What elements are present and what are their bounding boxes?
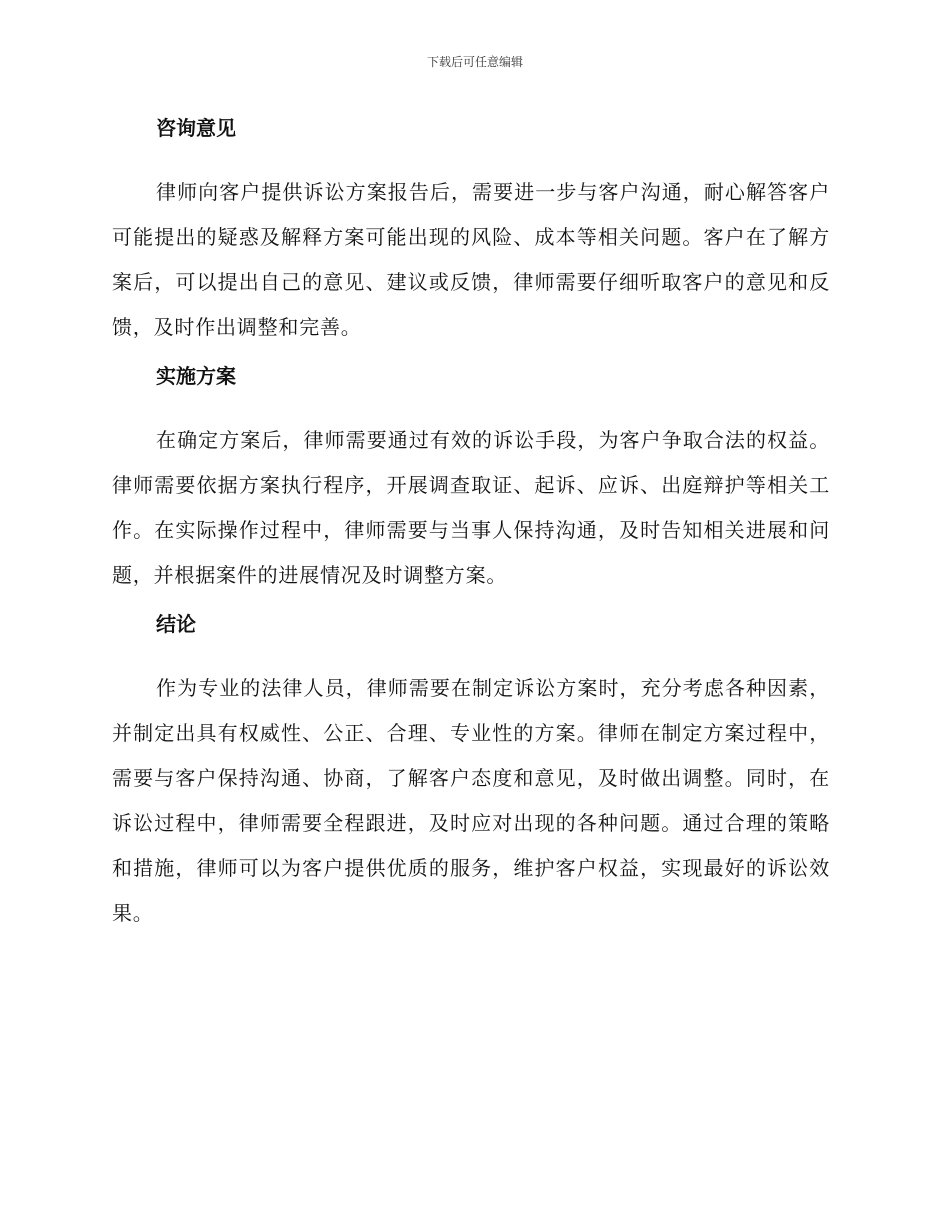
section-paragraph: 作为专业的法律人员，律师需要在制定诉讼方案时，充分考虑各种因素，并制定出具有权威性、公正、合理、专业性的方案。律师在制定方案过程中，需要与客户保持沟通、协商，了解客户态度和意见，及时做出调整。同时，在诉讼过程中，律师需要全程跟进，及时应对出现的各种问题。通过合理的策略和措施，律师可以为客户提供优质的服务，维护客户权益，实现最好的诉讼效果。 (112, 676, 830, 925)
page-header: 下载后可任意编辑 (426, 55, 523, 69)
section-consultation (112, 112, 830, 350)
section-conclusion (112, 608, 830, 936)
section-heading: 实施方案 (156, 364, 236, 388)
document-body (112, 112, 830, 936)
section-paragraph: 在确定方案后，律师需要通过有效的诉讼手段，为客户争取合法的权益。律师需要依据方案执行程序，开展调查取证、起诉、应诉、出庭辩护等相关工作。在实际操作过程中，律师需要与当事人保持沟通，及时告知相关进展和问题，并根据案件的进展情况及时调整方案。 (112, 428, 830, 587)
section-implementation (112, 360, 830, 598)
section-paragraph: 律师向客户提供诉讼方案报告后，需要进一步与客户沟通，耐心解答客户可能提出的疑惑及解释方案可能出现的风险、成本等相关问题。客户在了解方案后，可以提出自己的意见、建议或反馈，律师需要仔细听取客户的意见和反馈，及时作出调整和完善。 (112, 180, 830, 339)
section-heading: 结论 (156, 612, 196, 636)
section-heading: 咨询意见 (156, 116, 236, 140)
